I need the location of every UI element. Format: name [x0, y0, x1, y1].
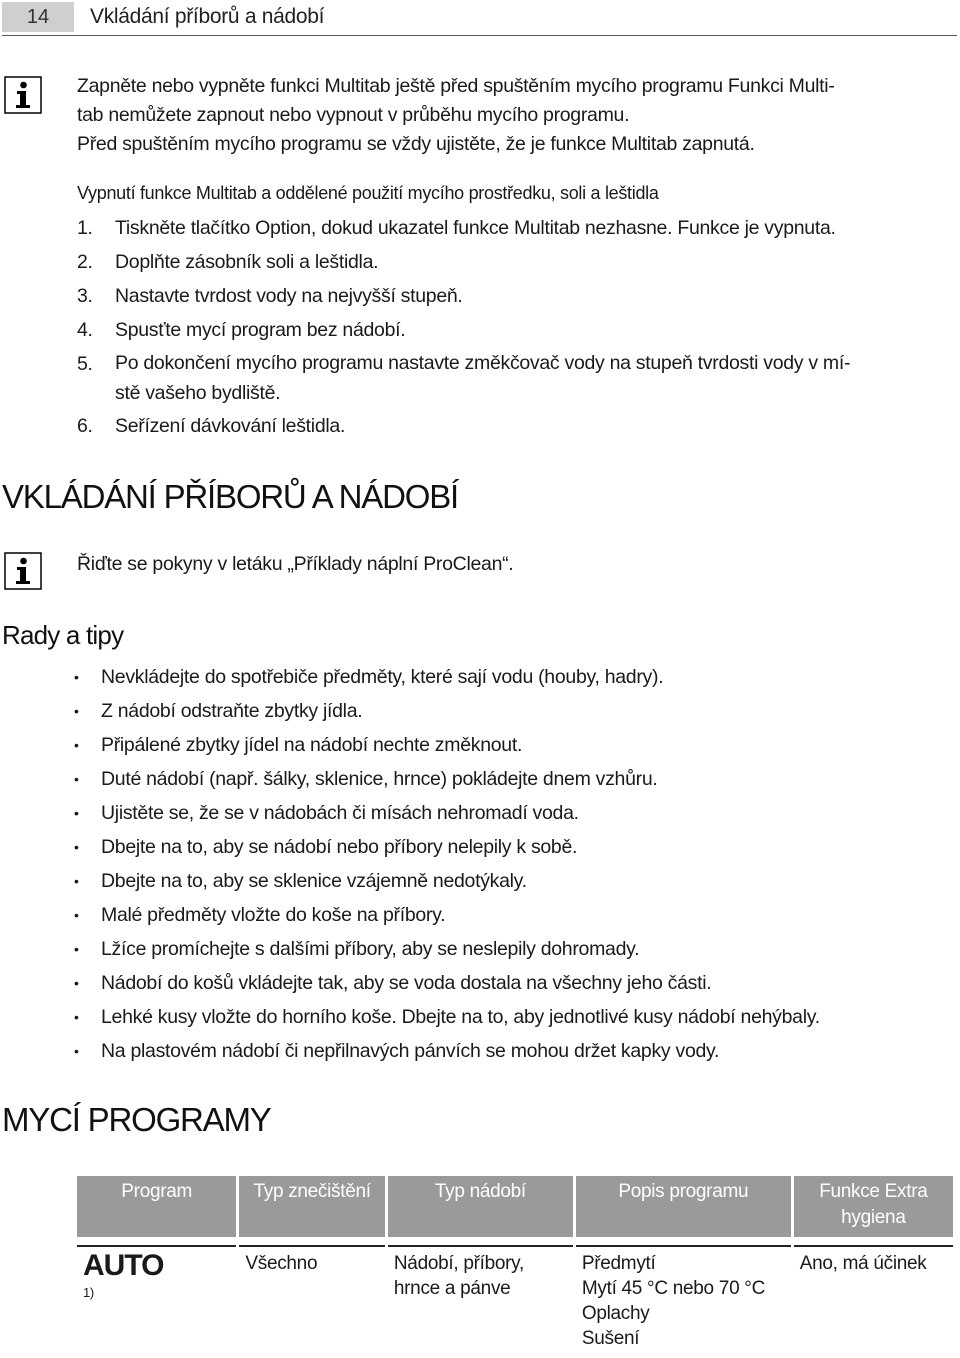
tips-list: [68, 660, 948, 1068]
dishes-line: Nádobí, příbory,: [393, 1253, 524, 1274]
section-heading-programs: MYCÍ PROGRAMY: [2, 1101, 271, 1138]
tip-item: [68, 1000, 948, 1034]
bullet-icon: •: [74, 669, 79, 685]
tip-item: [68, 694, 948, 728]
step-number: 3.: [77, 285, 93, 307]
bullet-icon: •: [74, 1009, 79, 1025]
tip-text: Nádobí do košů vkládejte tak, aby se voda dostala na všechny jeho části.: [101, 972, 712, 994]
step-text-cont: stě vašeho bydliště.: [115, 382, 281, 404]
phase-line: Oplachy: [581, 1303, 650, 1324]
note-line: tab nemůžete zapnout nebo vypnout v průběhu mycího programu.: [77, 104, 630, 126]
dishes-cell: [388, 1247, 573, 1351]
tip-item: [68, 728, 948, 762]
step-item: [77, 212, 957, 244]
step-item: [77, 246, 957, 278]
step-text: Nastavte tvrdost vody na nejvyšší stupeň.: [115, 285, 463, 307]
step-text: Spusťte mycí program bez nádobí.: [115, 319, 406, 341]
step-text: Po dokončení mycího programu nastavte změkčovač vody na stupeň tvrdosti vody v mí-: [115, 352, 851, 374]
description-cell: [576, 1247, 791, 1351]
page-header: [0, 0, 960, 36]
phase-line: Předmytí: [581, 1253, 656, 1274]
phase-line: Mytí 45 °C nebo 70 °C: [581, 1278, 766, 1299]
step-item: [77, 348, 957, 408]
multitab-off-subheading: Vypnutí funkce Multitab a oddělené použití mycího prostředku, soli a leštidla: [77, 183, 659, 203]
tip-text: Na plastovém nádobí či nepřilnavých pánvích se mohou držet kapky vody.: [101, 1040, 720, 1062]
tip-text: Z nádobí odstraňte zbytky jídla.: [101, 700, 363, 722]
step-text: Seřízení dávkování leštidla.: [115, 415, 346, 437]
step-item: [77, 314, 957, 346]
step-number: 2.: [77, 251, 93, 273]
tip-text: Malé předměty vložte do koše na příbory.: [101, 904, 446, 926]
page-number: 14: [2, 2, 74, 32]
info-icon: [4, 76, 42, 114]
step-item: [77, 410, 957, 442]
tip-item: [68, 796, 948, 830]
tip-item: [68, 932, 948, 966]
dishes-line: hrnce a pánve: [393, 1278, 511, 1299]
bullet-icon: •: [74, 703, 79, 719]
tip-item: [68, 660, 948, 694]
info-icon: [4, 552, 42, 590]
note-line: Před spuštěním mycího programu se vždy ujistěte, že je funkce Multitab zapnutá.: [77, 133, 755, 155]
bullet-icon: •: [74, 805, 79, 821]
step-text: Tiskněte tlačítko Option, dokud ukazatel funkce Multitab nezhasne. Funkce je vypnuta.: [115, 217, 836, 239]
tip-text: Duté nádobí (např. šálky, sklenice, hrnce) pokládejte dnem vzhůru.: [101, 768, 658, 790]
header-rule: [77, 1237, 953, 1247]
step-number: 6.: [77, 415, 93, 437]
bullet-icon: •: [74, 839, 79, 855]
header-rule: [2, 35, 957, 36]
tip-text: Ujistěte se, že se v nádobách či mísách nehromadí voda.: [101, 802, 579, 824]
tip-item: [68, 1034, 948, 1068]
tip-item: [68, 830, 948, 864]
bullet-icon: •: [74, 873, 79, 889]
tip-item: [68, 966, 948, 1000]
tip-item: [68, 898, 948, 932]
proclean-note: Řiďte se pokyny v letáku „Příklady náplní ProClean“.: [77, 553, 514, 575]
column-header: Program: [77, 1176, 236, 1237]
tip-text: Dbejte na to, aby se nádobí nebo příbory nelepily k sobě.: [101, 836, 578, 858]
bullet-icon: •: [74, 907, 79, 923]
step-item: [77, 280, 957, 312]
phase-line: Sušení: [581, 1328, 640, 1349]
column-header: Typ znečištění: [239, 1176, 385, 1237]
footnote-ref: 1): [83, 1285, 94, 1300]
tip-text: Dbejte na to, aby se sklenice vzájemně nedotýkaly.: [101, 870, 527, 892]
multitab-note: [77, 72, 947, 159]
programs-table: [74, 1176, 956, 1351]
program-cell: [77, 1247, 236, 1351]
auto-program-logo: AUTO: [83, 1249, 164, 1282]
tip-text: Lžíce promíchejte s dalšími příbory, aby se neslepily dohromady.: [101, 938, 640, 960]
column-header: Popis programu: [576, 1176, 791, 1237]
tip-item: [68, 762, 948, 796]
tip-item: [68, 864, 948, 898]
tips-heading: Rady a tipy: [2, 620, 124, 650]
step-number: 1.: [77, 217, 93, 239]
bullet-icon: •: [74, 771, 79, 787]
bullet-icon: •: [74, 975, 79, 991]
running-title: Vkládání příborů a nádobí: [90, 5, 325, 28]
column-header: Funkce Extra hygiena: [794, 1176, 953, 1237]
table-header-row: [77, 1176, 953, 1237]
steps-list: [77, 212, 957, 444]
tip-text: Nevkládejte do spotřebiče předměty, které sají vodu (houby, hadry).: [101, 666, 664, 688]
soil-cell: Všechno: [245, 1253, 318, 1274]
bullet-icon: •: [74, 941, 79, 957]
column-header: Typ nádobí: [388, 1176, 573, 1237]
step-text: Doplňte zásobník soli a leštidla.: [115, 251, 379, 273]
step-number: 4.: [77, 319, 93, 341]
note-line: Zapněte nebo vypněte funkci Multitab ještě před spuštěním mycího programu Funkci Multi-: [77, 75, 835, 97]
table-row: [77, 1247, 953, 1351]
bullet-icon: •: [74, 737, 79, 753]
step-number: 5.: [77, 353, 93, 375]
extra-hygiene-cell: Ano, má účinek: [799, 1253, 927, 1274]
tip-text: Lehké kusy vložte do horního koše. Dbejte na to, aby jednotlivé kusy nádobí nehýbaly.: [101, 1006, 820, 1028]
section-heading-loading: VKLÁDÁNÍ PŘÍBORŮ A NÁDOBÍ: [2, 478, 458, 515]
tip-text: Připálené zbytky jídel na nádobí nechte změknout.: [101, 734, 523, 756]
bullet-icon: •: [74, 1043, 79, 1059]
